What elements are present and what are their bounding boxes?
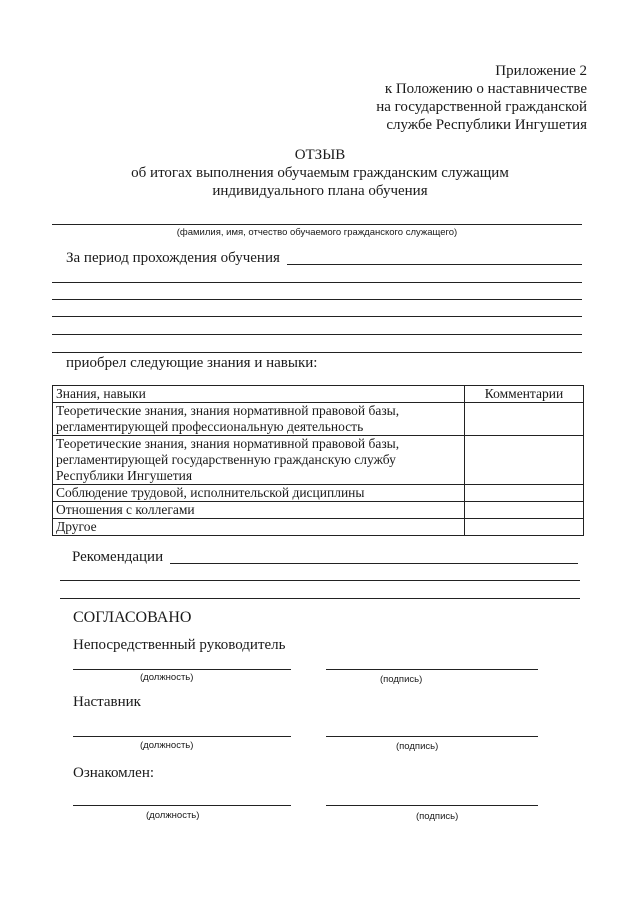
skill-cell	[53, 485, 465, 502]
skill-text: Соблюдение трудовой, исполнительской дисциплины	[56, 485, 365, 500]
signature-1-sign-line[interactable]	[326, 669, 538, 670]
period-field-line[interactable]	[287, 264, 582, 265]
skills-table	[52, 385, 584, 536]
skill-text: Другое	[56, 519, 97, 534]
signature-2-sign-caption: (подпись)	[396, 741, 439, 752]
document-title	[0, 146, 640, 200]
signature-3-position-caption: (должность)	[146, 810, 200, 821]
period-line-6[interactable]	[52, 352, 582, 353]
comment-cell[interactable]	[465, 436, 584, 485]
header-skills: Знания, навыки	[53, 386, 465, 403]
comment-cell[interactable]	[465, 403, 584, 436]
skill-text: Теоретические знания, знания нормативной правовой базы,	[56, 403, 400, 418]
table-row	[53, 502, 584, 519]
recommendations-field-line[interactable]	[170, 563, 578, 564]
signature-1-position-caption: (должность)	[140, 672, 194, 683]
annex-line-1: Приложение 2	[495, 63, 587, 79]
recommendations-line-3[interactable]	[60, 598, 580, 599]
table-row	[53, 485, 584, 502]
skill-text: Отношения с коллегами	[56, 502, 195, 517]
skill-text: регламентирующей профессиональную деятельность	[56, 419, 364, 434]
signature-3-sign-line[interactable]	[326, 805, 538, 806]
signature-1-sign-caption: (подпись)	[380, 674, 423, 685]
name-field-line[interactable]	[52, 224, 582, 225]
period-label: За период прохождения обучения	[66, 250, 280, 266]
comment-cell[interactable]	[465, 485, 584, 502]
title-sub-1: об итогах выполнения обучаемым гражданским служащим	[131, 165, 509, 181]
header-comments: Комментарии	[465, 386, 584, 403]
table-row	[53, 436, 584, 485]
period-line-2[interactable]	[52, 282, 582, 283]
skill-cell	[53, 436, 465, 485]
skill-cell	[53, 519, 465, 536]
skill-text: Теоретические знания, знания нормативной правовой базы,	[56, 436, 400, 451]
table-row	[53, 403, 584, 436]
name-caption: (фамилия, имя, отчество обучаемого гражданского служащего)	[176, 227, 458, 238]
signature-1-label: Непосредственный руководитель	[73, 637, 286, 653]
skill-text: регламентирующей государственную гражданскую службу	[56, 452, 396, 467]
signature-2-position-line[interactable]	[73, 736, 291, 737]
comment-cell[interactable]	[465, 519, 584, 536]
annex-line-4: службе Республики Ингушетия	[386, 117, 587, 133]
skill-cell	[53, 403, 465, 436]
title-sub-2: индивидуального плана обучения	[212, 183, 428, 199]
signature-2-position-caption: (должность)	[140, 740, 194, 751]
annex-header	[376, 62, 587, 134]
signature-2-sign-line[interactable]	[326, 736, 538, 737]
signature-3-sign-caption: (подпись)	[416, 811, 459, 822]
period-line-3[interactable]	[52, 299, 582, 300]
comment-cell[interactable]	[465, 502, 584, 519]
recommendations-line-2[interactable]	[60, 580, 580, 581]
title-main: ОТЗЫВ	[294, 147, 346, 163]
signature-3-position-line[interactable]	[73, 805, 291, 806]
annex-line-2: к Положению о наставничестве	[384, 81, 587, 97]
signature-1-position-line[interactable]	[73, 669, 291, 670]
skill-cell	[53, 502, 465, 519]
table-row	[53, 519, 584, 536]
acquired-label: приобрел следующие знания и навыки:	[66, 355, 318, 371]
signature-3-label: Ознакомлен:	[73, 765, 155, 781]
table-header-row	[53, 386, 584, 403]
period-line-4[interactable]	[52, 316, 582, 317]
recommendations-label: Рекомендации	[72, 549, 164, 565]
approved-label: СОГЛАСОВАНО	[73, 609, 192, 626]
signature-2-label: Наставник	[73, 694, 141, 710]
skill-text: Республики Ингушетия	[56, 468, 193, 483]
annex-line-3: на государственной гражданской	[376, 99, 587, 115]
period-line-5[interactable]	[52, 334, 582, 335]
